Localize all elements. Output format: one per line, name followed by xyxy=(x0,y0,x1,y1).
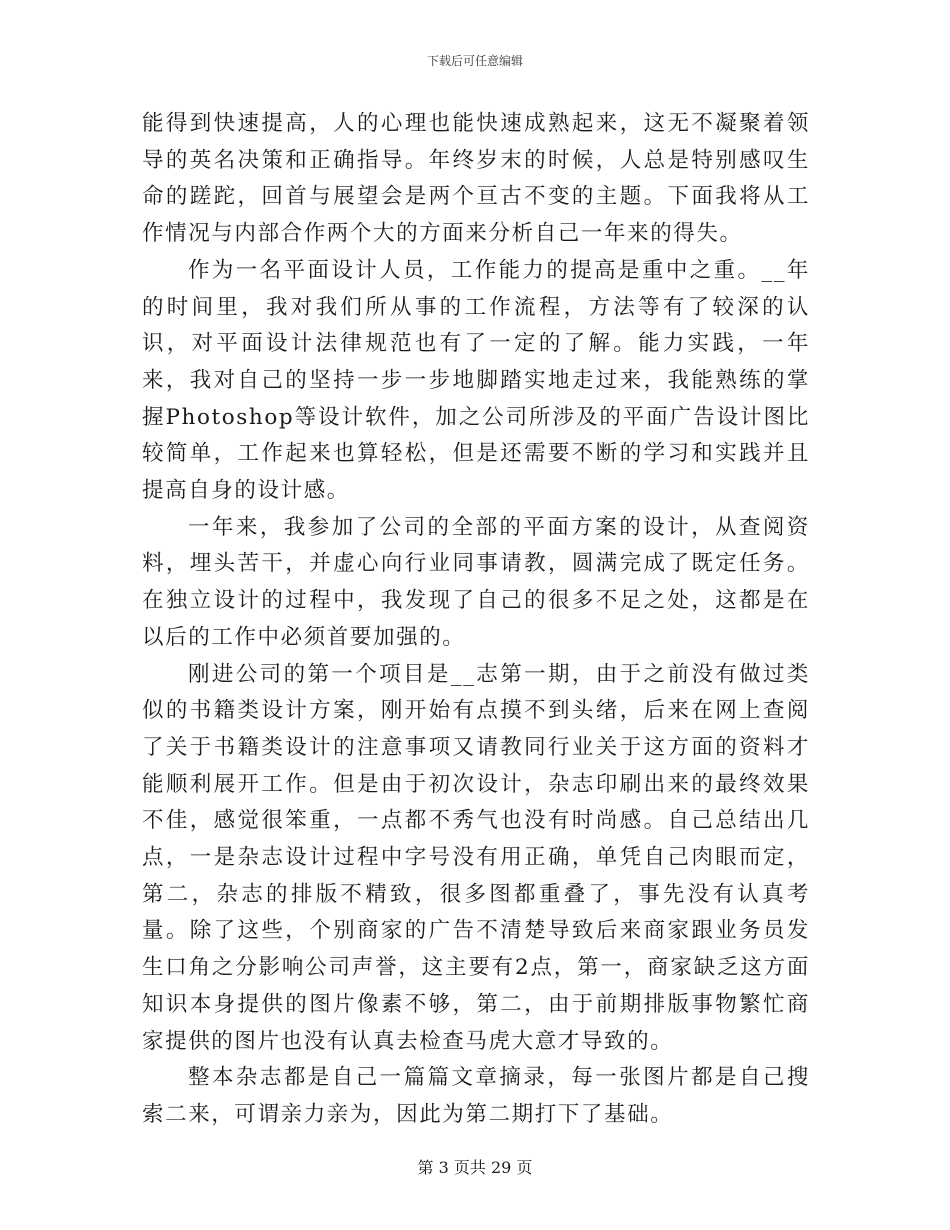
paragraph: 作为一名平面设计人员，工作能力的提高是重中之重。__年的时间里，我对我们所从事的工作流程，方法等有了较深的认识，对平面设计法律规范也有了一定的了解。能力实践，一年来，我对自己的坚持一步一步地脚踏实地走过来，我能熟练的掌握Photoshop等设计软件，加之公司所涉及的平面广告设计图比较简单，工作起来也算轻松，但是还需要不断的学习和实践并且提高自身的设计感。 xyxy=(142,257,810,504)
paragraph: 整本杂志都是自己一篇篇文章摘录，每一张图片都是自己搜索二来，可谓亲力亲为，因此为第二期打下了基础。 xyxy=(142,1065,810,1127)
paragraph: 刚进公司的第一个项目是__志第一期，由于之前没有做过类似的书籍类设计方案，刚开始有点摸不到头绪，后来在网上查阅了关于书籍类设计的注意事项又请教同行业关于这方面的资料才能顺利展开工作。但是由于初次设计，杂志印刷出来的最终效果不佳，感觉很笨重，一点都不秀气也没有时尚感。自己总结出几点，一是杂志设计过程中字号没有用正确，单凭自己肉眼而定，第二，杂志的排版不精致，很多图都重叠了，事先没有认真考量。除了这些，个别商家的广告不清楚导致后来商家跟业务员发生口角之分影响公司声誉，这主要有2点，第一，商家缺乏这方面知识本身提供的图片像素不够，第二，由于前期排版事物繁忙商家提供的图片也没有认真去检查马虎大意才导致的。 xyxy=(142,661,810,1054)
page-number-footer: 第 3 页共 29 页 xyxy=(417,1158,533,1177)
page-header: 下载后可任意编辑 xyxy=(426,54,523,68)
document-body xyxy=(142,106,810,1134)
paragraph: 一年来，我参加了公司的全部的平面方案的设计，从查阅资料，埋头苦干，并虚心向行业同事请教，圆满完成了既定任务。在独立设计的过程中，我发现了自己的很多不足之处，这都是在以后的工作中必须首要加强的。 xyxy=(142,514,810,650)
paragraph-continued: 能得到快速提高，人的心理也能快速成熟起来，这无不凝聚着领导的英名决策和正确指导。年终岁末的时候，人总是特别感叹生命的蹉跎，回首与展望会是两个亘古不变的主题。下面我将从工作情况与内部合作两个大的方面来分析自己一年来的得失。 xyxy=(142,111,810,247)
